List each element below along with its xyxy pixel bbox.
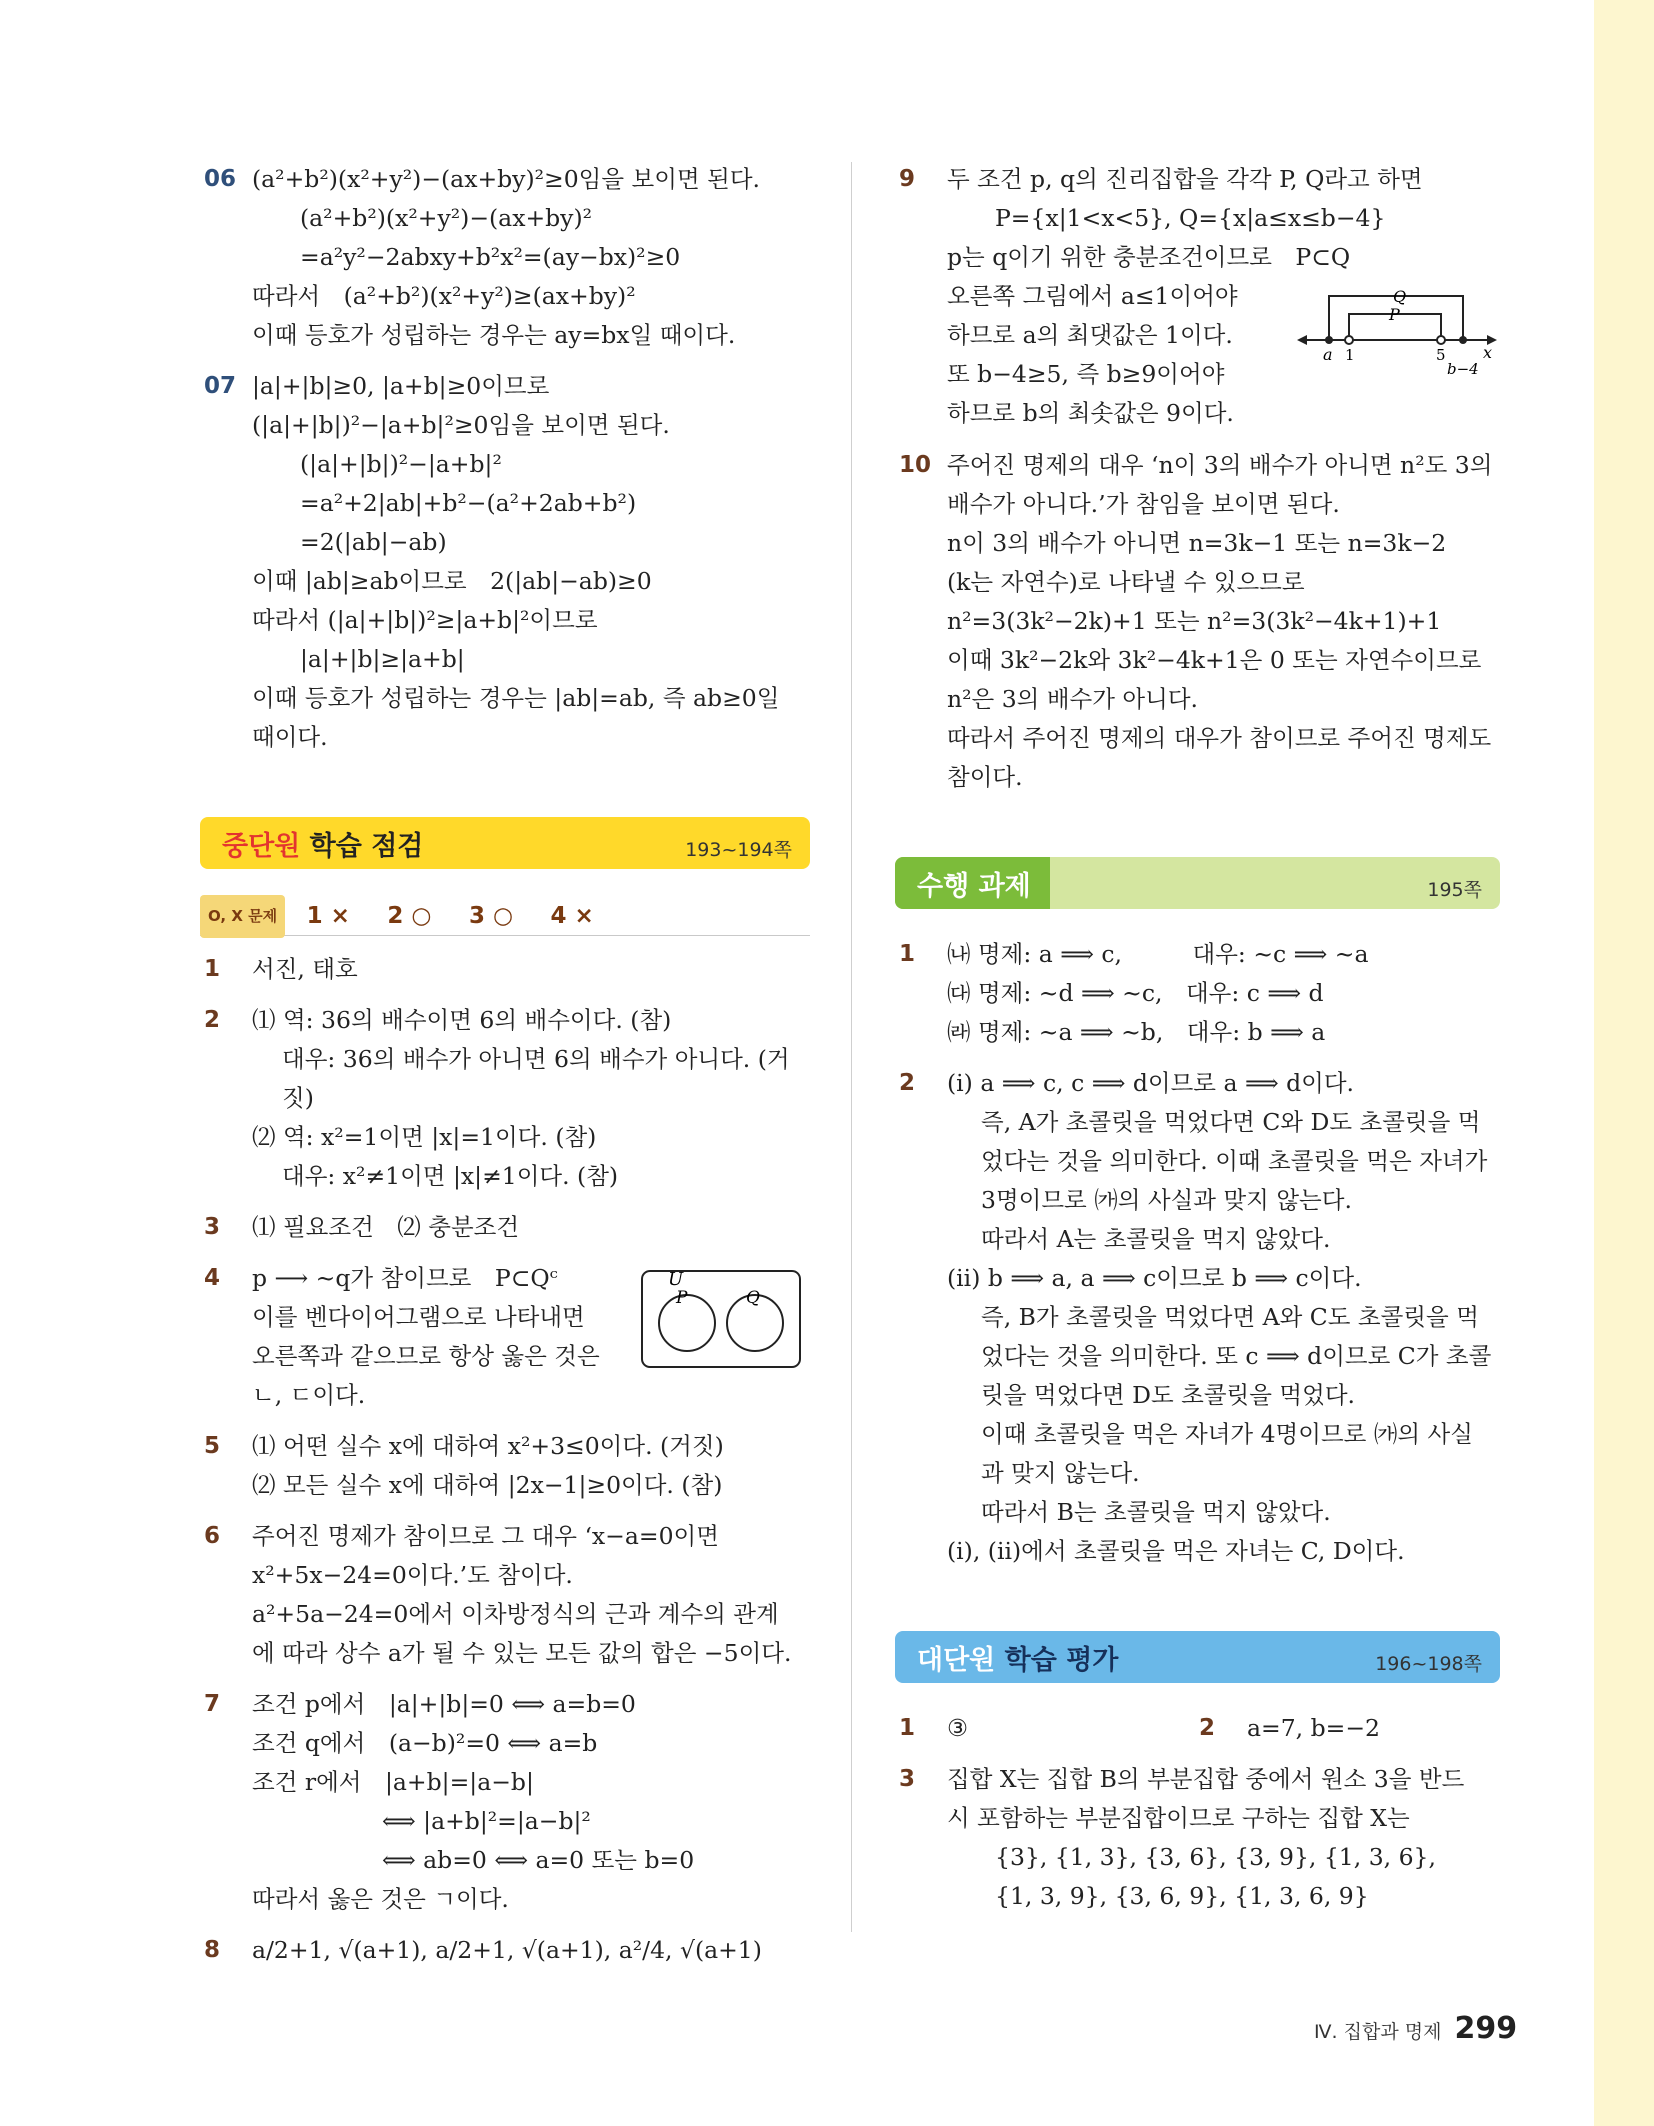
item-number: 2 [1199, 1715, 1216, 1741]
line: {3}, {1, 3}, {3, 6}, {3, 9}, {1, 3, 6}, [995, 1843, 1436, 1871]
line: 조건 p에서 |a|+|b|=0 ⟺ a=b=0 [252, 1690, 636, 1718]
item-number: 7 [204, 1691, 221, 1717]
line: 조건 q에서 (a−b)²=0 ⟺ a=b [252, 1729, 598, 1757]
line: n²=3(3k²−2k)+1 또는 n²=3(3k²−4k+1)+1 [947, 607, 1442, 635]
line: ⑴ 어떤 실수 x에 대하여 x²+3≤0이다. (거짓) [252, 1432, 724, 1460]
fig-label-1: 1 [1345, 346, 1355, 364]
fig-label-x: x [1483, 343, 1493, 362]
footer-section: Ⅳ. 집합과 명제 [1314, 2021, 1442, 2043]
line: 릿을 먹었다면 D도 초콜릿을 먹었다. [981, 1381, 1356, 1409]
line: 따라서 옳은 것은 ㄱ이다. [252, 1885, 509, 1913]
line: (a²+b²)(x²+y²)−(ax+by)²≥0임을 보이면 된다. [252, 165, 760, 193]
item-number: 8 [204, 1937, 221, 1963]
answer-9 [895, 160, 1500, 434]
answer-8 [200, 1931, 810, 1970]
answer-1 [200, 950, 810, 989]
venn-label-u: U [668, 1269, 684, 1290]
line: 이때 3k²−2k와 3k²−4k+1은 0 또는 자연수이므로 [947, 646, 1482, 674]
line: 주어진 명제의 대우 ‘n이 3의 배수가 아니면 n²도 3의 [947, 451, 1493, 479]
line: 조건 r에서 |a+b|=|a−b| [252, 1768, 534, 1796]
answer-07 [200, 367, 810, 757]
line: ㈑ 명제: ~a ⟹ ~b, 대우: b ⟹ a [947, 1018, 1326, 1046]
line: 3명이므로 ㈎의 사실과 맞지 않는다. [981, 1186, 1352, 1214]
line: 이를 벤다이어그램으로 나타내면 [252, 1303, 585, 1331]
answer-3 [200, 1208, 810, 1247]
page-footer [1314, 2011, 1517, 2046]
line: ⑴ 역: 36의 배수이면 6의 배수이다. (참) [252, 1006, 672, 1034]
line: 따라서 (|a|+|b|)²≥|a+b|²이므로 [252, 606, 598, 634]
line: ⟺ ab=0 ⟺ a=0 또는 b=0 [382, 1846, 695, 1874]
answer-06 [200, 160, 810, 355]
line: x²+5x−24=0이다.’도 참이다. [252, 1561, 573, 1589]
item-number: 3 [899, 1766, 916, 1792]
line: a/2+1, √(a+1), a/2+1, √(a+1), a²/4, √(a+1) [252, 1936, 762, 1964]
fig-label-b4: b−4 [1447, 360, 1479, 374]
page-number: 299 [1454, 2011, 1518, 2046]
answer-2 [200, 1001, 810, 1196]
line: 하므로 b의 최솟값은 9이다. [947, 399, 1234, 427]
line: 참이다. [947, 763, 1023, 791]
line: 집합 X는 집합 B의 부분집합 중에서 원소 3을 반드 [947, 1765, 1465, 1793]
item-number: 4 [204, 1265, 221, 1291]
page-edge-strip [1594, 0, 1654, 2126]
line: 두 조건 p, q의 진리집합을 각각 P, Q라고 하면 [947, 165, 1423, 193]
item-number: 10 [899, 452, 932, 478]
line: 서진, 태호 [252, 955, 358, 983]
ox-item: 1 × [306, 903, 350, 929]
venn-label-q: Q [746, 1288, 760, 1308]
banner-title: 수행 과제 [917, 871, 1031, 902]
task-2 [895, 1064, 1500, 1571]
line: 하므로 a의 최댓값은 1이다. [947, 321, 1233, 349]
answer-10 [895, 446, 1500, 797]
item-number: 1 [204, 956, 221, 982]
line: (|a|+|b|)²−|a+b|²≥0임을 보이면 된다. [252, 411, 670, 439]
item-number: 2 [899, 1070, 916, 1096]
fig-label-a: a [1323, 345, 1333, 364]
line: 시 포함하는 부분집합이므로 구하는 집합 X는 [947, 1804, 1410, 1832]
answer-5 [200, 1427, 810, 1505]
line: 었다는 것을 의미한다. 이때 초콜릿을 먹은 자녀가 [981, 1147, 1488, 1175]
line: 즉, A가 초콜릿을 먹었다면 C와 D도 초콜릿을 먹 [981, 1108, 1481, 1136]
line: (ⅱ) b ⟹ a, a ⟹ c이므로 b ⟹ c이다. [947, 1264, 1362, 1292]
line: 오른쪽과 같으므로 항상 옳은 것은 [252, 1342, 600, 1370]
line: (ⅰ) a ⟹ c, c ⟹ d이므로 a ⟹ d이다. [947, 1069, 1355, 1097]
line: ⑴ 필요조건 ⑵ 충분조건 [252, 1213, 520, 1241]
task-1 [895, 935, 1500, 1052]
ox-item: 4 × [550, 903, 594, 929]
line: n²은 3의 배수가 아니다. [947, 685, 1198, 713]
item-number: 1 [899, 1715, 916, 1741]
line: (|a|+|b|)²−|a+b|² [300, 450, 502, 478]
line: 이때 |ab|≥ab이므로 2(|ab|−ab)≥0 [252, 567, 652, 595]
banner-title-2: 학습 점검 [309, 831, 424, 862]
line: 즉, B가 초콜릿을 먹었다면 A와 C도 초콜릿을 먹 [981, 1303, 1479, 1331]
line: 또 b−4≥5, 즉 b≥9이어야 [947, 360, 1225, 388]
item-number: 6 [204, 1523, 221, 1549]
line: 대우: x²≠1이면 |x|≠1이다. (참) [282, 1162, 619, 1190]
section-banner-bigunit [895, 1631, 1500, 1683]
banner-pages: 193~194쪽 [685, 839, 792, 861]
eval-3 [895, 1760, 1500, 1916]
line: ㈐ 명제: ~d ⟹ ~c, 대우: c ⟹ d [947, 979, 1324, 1007]
line: 따라서 (a²+b²)(x²+y²)≥(ax+by)² [252, 282, 636, 310]
line: 대우: 36의 배수가 아니면 6의 배수가 아니다. (거짓) [282, 1045, 790, 1112]
banner-title-2: 학습 평가 [1004, 1645, 1119, 1676]
answer-6 [200, 1517, 810, 1673]
item-number: 2 [204, 1007, 221, 1033]
line: 배수가 아니다.’가 참임을 보이면 된다. [947, 490, 1340, 518]
item-number: 07 [204, 373, 237, 399]
fig-label-p: P [1389, 305, 1400, 324]
line: 에 따라 상수 a가 될 수 있는 모든 값의 합은 −5이다. [252, 1639, 792, 1667]
line: 따라서 B는 초콜릿을 먹지 않았다. [981, 1498, 1331, 1526]
answer-4 [200, 1259, 810, 1415]
line: 때이다. [252, 723, 328, 751]
line: =a²y²−2abxy+b²x²=(ay−bx)²≥0 [300, 243, 681, 271]
eval-row-1-2 [895, 1709, 1500, 1748]
section-banner-midunit [200, 817, 810, 869]
ox-item: 2 ○ [387, 903, 432, 929]
number-line-figure [1297, 278, 1497, 374]
item-number: 5 [204, 1433, 221, 1459]
line: (ⅰ), (ⅱ)에서 초콜릿을 먹은 자녀는 C, D이다. [947, 1537, 1405, 1565]
answer-text: a=7, b=−2 [1247, 1714, 1380, 1742]
answer-text: ③ [947, 1714, 969, 1742]
line: 었다는 것을 의미한다. 또 c ⟹ d이므로 C가 초콜 [981, 1342, 1492, 1370]
line: |a|+|b|≥0, |a+b|≥0이므로 [252, 372, 550, 400]
ox-tag: O, X 문제 [200, 895, 285, 938]
line: 따라서 A는 초콜릿을 먹지 않았다. [981, 1225, 1331, 1253]
venn-diagram [640, 1263, 804, 1371]
item-number: 06 [204, 166, 237, 192]
line: |a|+|b|≥|a+b| [300, 645, 465, 673]
fig-label-q: Q [1393, 287, 1407, 306]
line: {1, 3, 9}, {3, 6, 9}, {1, 3, 6, 9} [995, 1882, 1369, 1910]
line: n이 3의 배수가 아니면 n=3k−1 또는 n=3k−2 [947, 529, 1447, 557]
eval-2 [1195, 1709, 1380, 1748]
line: P={x|1<x<5}, Q={x|a≤x≤b−4} [995, 204, 1386, 232]
line: =2(|ab|−ab) [300, 528, 447, 556]
line: (k는 자연수)로 나타낼 수 있으므로 [947, 568, 1305, 596]
fig-label-5: 5 [1436, 346, 1446, 364]
line: ㈏ 명제: a ⟹ c, 대우: ~c ⟹ ~a [947, 940, 1369, 968]
answer-7 [200, 1685, 810, 1919]
line: ㄴ, ㄷ이다. [252, 1381, 366, 1409]
eval-1 [895, 1709, 968, 1748]
line: p는 q이기 위한 충분조건이므로 P⊂Q [947, 243, 1351, 271]
line: ⟺ |a+b|²=|a−b|² [382, 1807, 591, 1835]
line: =a²+2|ab|+b²−(a²+2ab+b²) [300, 489, 637, 517]
venn-label-p: P [676, 1288, 688, 1308]
line: 이때 등호가 성립하는 경우는 ay=bx일 때이다. [252, 321, 736, 349]
item-number: 1 [899, 941, 916, 967]
banner-pages: 196~198쪽 [1375, 1653, 1482, 1675]
ox-answers [200, 895, 810, 936]
line: p ⟶ ~q가 참이므로 P⊂Qᶜ [252, 1264, 558, 1292]
line: 이때 초콜릿을 먹은 자녀가 4명이므로 ㈎의 사실 [981, 1420, 1473, 1448]
item-number: 9 [899, 166, 916, 192]
left-column [200, 160, 810, 1970]
banner-title-1: 대단원 [917, 1645, 996, 1676]
line: a²+5a−24=0에서 이차방정식의 근과 계수의 관계 [252, 1600, 779, 1628]
ox-item: 3 ○ [468, 903, 514, 929]
banner-title-1: 중단원 [222, 831, 301, 862]
line: ⑵ 역: x²=1이면 |x|=1이다. (참) [252, 1123, 597, 1151]
line: 이때 등호가 성립하는 경우는 |ab|=ab, 즉 ab≥0일 [252, 684, 780, 712]
right-column [895, 160, 1500, 1916]
line: 오른쪽 그림에서 a≤1이어야 [947, 282, 1238, 310]
banner-pages: 195쪽 [1427, 879, 1482, 901]
column-divider [851, 162, 852, 1932]
line: 주어진 명제가 참이므로 그 대우 ‘x−a=0이면 [252, 1522, 719, 1550]
line: ⑵ 모든 실수 x에 대하여 |2x−1|≥0이다. (참) [252, 1471, 723, 1499]
line: (a²+b²)(x²+y²)−(ax+by)² [300, 204, 593, 232]
line: 과 맞지 않는다. [981, 1459, 1140, 1487]
item-number: 3 [204, 1214, 221, 1240]
line: 따라서 주어진 명제의 대우가 참이므로 주어진 명제도 [947, 724, 1492, 752]
section-banner-task [895, 857, 1500, 909]
